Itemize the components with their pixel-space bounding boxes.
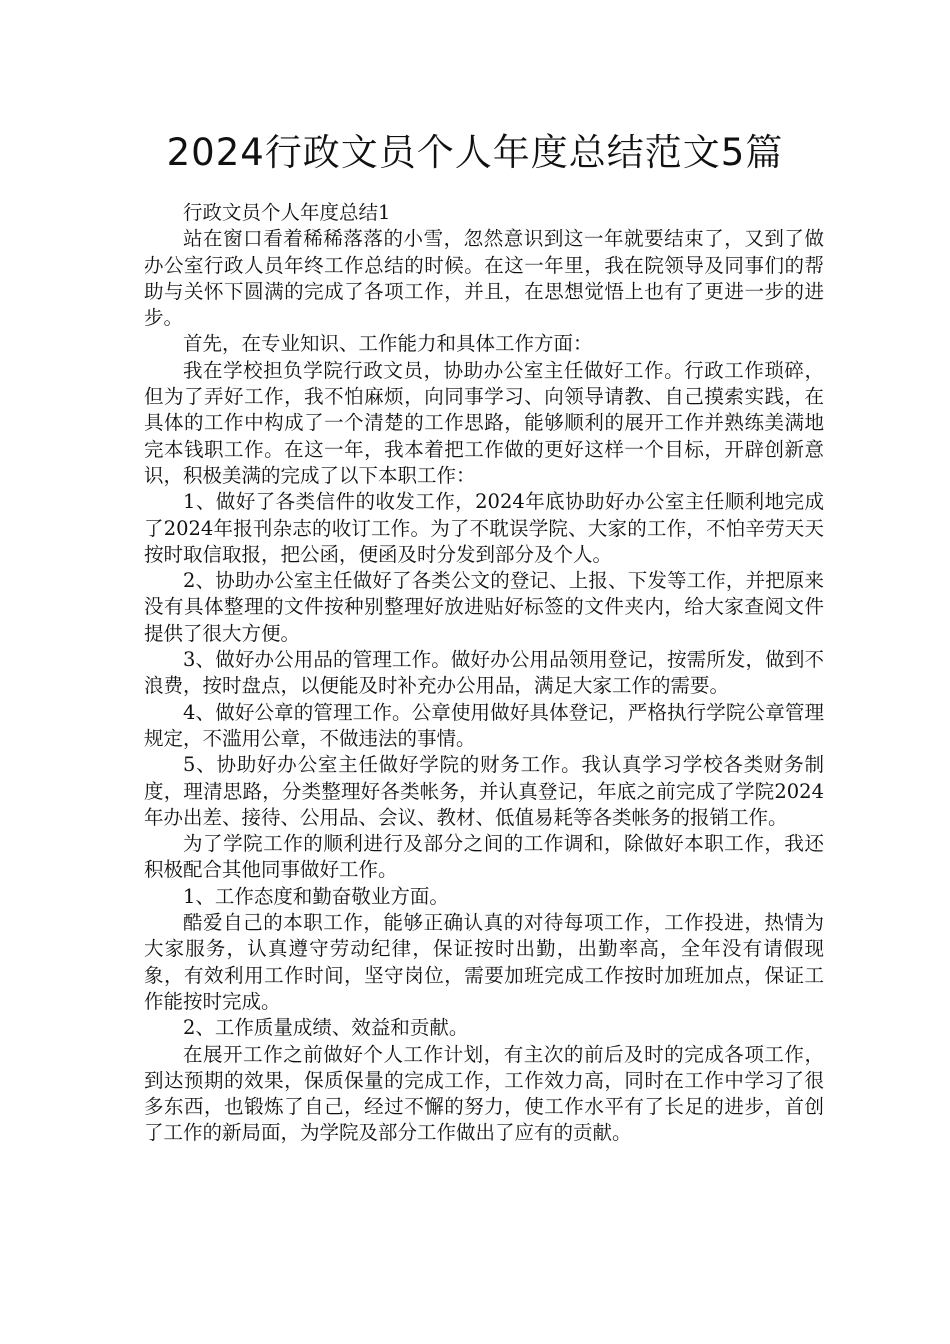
list-item: 4、做好公章的管理工作。公章使用做好具体登记，严格执行学院公章管理规定，不滥用公章，不做违法的事情。 bbox=[144, 700, 824, 750]
list-item: 3、做好办公用品的管理工作。做好办公用品领用登记，按需所发，做到不浪费，按时盘点，以便能及时补充办公用品，满足大家工作的需要。 bbox=[144, 648, 824, 698]
paragraph: 首先，在专业知识、工作能力和具体工作方面： bbox=[183, 332, 593, 356]
document-body bbox=[144, 200, 824, 1147]
section-heading: 行政文员个人年度总结1 bbox=[183, 201, 391, 224]
paragraph: 酷爱自己的本职工作，能够正确认真的对待每项工作，工作投进，热情为大家服务，认真遵守劳动纪律，保证按时出勤，出勤率高，全年没有请假现象，有效利用工作时间，坚守岗位，需要加班完成工作按时加班加点，保证工作能按时完成。 bbox=[144, 911, 824, 1013]
subheading: 2、工作质量成绩、效益和贡献。 bbox=[183, 1016, 469, 1040]
paragraph: 站在窗口看着稀稀落落的小雪，忽然意识到这一年就要结束了，又到了做办公室行政人员年终工作总结的时候。在这一年里，我在院领导及同事们的帮助与关怀下圆满的完成了各项工作，并且，在思想觉悟上也有了更进一步的进步。 bbox=[144, 227, 824, 330]
subheading: 1、工作态度和勤奋敬业方面。 bbox=[183, 884, 449, 908]
document-title: 2024行政文员个人年度总结范文5篇 bbox=[166, 131, 784, 174]
list-item: 5、协助好办公室主任做好学院的财务工作。我认真学习学校各类财务制度，理清思路，分类整理好各类帐务，并认真登记，年底之前完成了学院2024年办出差、接待、公用品、会议、教材、低值易耗等各类帐务的报销工作。 bbox=[144, 753, 824, 829]
list-item: 1、做好了各类信件的收发工作，2024年底协助好办公室主任顺利地完成了2024年报刊杂志的收订工作。为了不耽误学院、大家的工作，不怕辛劳天天按时取信取报，把公函，便函及时分发到部分及个人。 bbox=[144, 490, 824, 566]
list-item: 2、协助办公室主任做好了各类公文的登记、上报、下发等工作，并把原来没有具体整理的文件按种别整理好放进贴好标签的文件夹内，给大家查阅文件提供了很大方便。 bbox=[144, 569, 824, 645]
paragraph: 我在学校担负学院行政文员，协助办公室主任做好工作。行政工作琐碎，但为了弄好工作，我不怕麻烦，向同事学习、向领导请教、自己摸索实践，在具体的工作中构成了一个清楚的工作思路，能够顺利的展开工作并熟练美满地完本钱职工作。在这一年，我本着把工作做的更好这样一个目标，开辟创新意识，积极美满的完成了以下本职工作： bbox=[144, 358, 824, 487]
paragraph: 为了学院工作的顺利进行及部分之间的工作调和，除做好本职工作，我还积极配合其他同事做好工作。 bbox=[144, 832, 824, 882]
paragraph: 在展开工作之前做好个人工作计划，有主次的前后及时的完成各项工作，到达预期的效果，保质保量的完成工作，工作效力高，同时在工作中学习了很多东西，也锻炼了自己，经过不懈的努力，使工作水平有了长足的进步，首创了工作的新局面，为学院及部分工作做出了应有的贡献。 bbox=[144, 1042, 824, 1145]
